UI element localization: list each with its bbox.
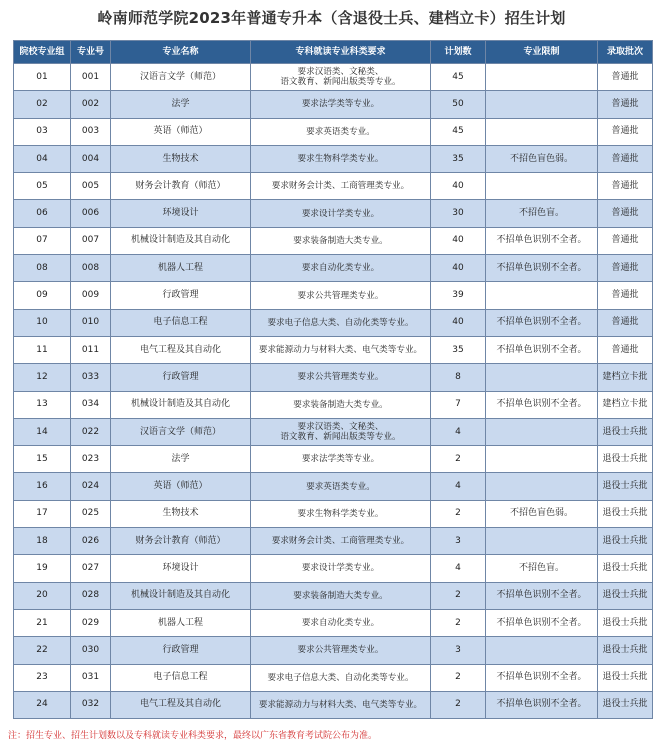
cell-code: 007 xyxy=(71,227,111,254)
table-row xyxy=(14,582,653,609)
cell-code: 004 xyxy=(71,145,111,172)
cell-plan-count: 45 xyxy=(431,64,486,91)
cell-group: 09 xyxy=(14,282,71,309)
cell-major-name: 电子信息工程 xyxy=(111,664,251,691)
cell-group: 20 xyxy=(14,582,71,609)
cell-requirement: 要求英语类专业。 xyxy=(251,473,431,500)
table-row xyxy=(14,609,653,636)
cell-code: 003 xyxy=(71,118,111,145)
cell-plan-count: 2 xyxy=(431,691,486,718)
cell-group: 10 xyxy=(14,309,71,336)
table-row xyxy=(14,473,653,500)
cell-restriction xyxy=(486,64,598,91)
cell-batch: 退役士兵批 xyxy=(598,609,653,636)
cell-plan-count: 8 xyxy=(431,364,486,391)
cell-code: 033 xyxy=(71,364,111,391)
cell-batch: 退役士兵批 xyxy=(598,446,653,473)
cell-requirement: 要求法学类等专业。 xyxy=(251,91,431,118)
cell-batch: 普通批 xyxy=(598,309,653,336)
cell-plan-count: 45 xyxy=(431,118,486,145)
cell-group: 07 xyxy=(14,227,71,254)
cell-restriction xyxy=(486,118,598,145)
table-row xyxy=(14,309,653,336)
cell-code: 010 xyxy=(71,309,111,336)
cell-restriction: 不招色盲色弱。 xyxy=(486,500,598,527)
cell-requirement: 要求公共管理类专业。 xyxy=(251,637,431,664)
cell-requirement: 要求装备制造大类专业。 xyxy=(251,227,431,254)
cell-requirement: 要求装备制造大类专业。 xyxy=(251,391,431,418)
cell-code: 009 xyxy=(71,282,111,309)
cell-major-name: 机械设计制造及其自动化 xyxy=(111,227,251,254)
cell-group: 12 xyxy=(14,364,71,391)
table-row xyxy=(14,64,653,91)
cell-batch: 退役士兵批 xyxy=(598,664,653,691)
cell-major-name: 生物技术 xyxy=(111,500,251,527)
cell-plan-count: 4 xyxy=(431,473,486,500)
cell-plan-count: 3 xyxy=(431,528,486,555)
cell-restriction xyxy=(486,446,598,473)
cell-restriction: 不招色盲。 xyxy=(486,200,598,227)
cell-major-name: 行政管理 xyxy=(111,282,251,309)
cell-group: 23 xyxy=(14,664,71,691)
cell-group: 17 xyxy=(14,500,71,527)
cell-group: 22 xyxy=(14,637,71,664)
cell-restriction xyxy=(486,364,598,391)
page-title: 岭南师范学院2023年普通专升本（含退役士兵、建档立卡）招生计划 xyxy=(97,9,566,27)
cell-group: 19 xyxy=(14,555,71,582)
cell-group: 21 xyxy=(14,609,71,636)
cell-group: 01 xyxy=(14,64,71,91)
cell-batch: 普通批 xyxy=(598,173,653,200)
cell-requirement: 要求自动化类专业。 xyxy=(251,255,431,282)
cell-major-name: 电子信息工程 xyxy=(111,309,251,336)
column-header-major: 专业名称 xyxy=(111,41,251,64)
table-row xyxy=(14,500,653,527)
cell-group: 04 xyxy=(14,145,71,172)
cell-plan-count: 2 xyxy=(431,664,486,691)
cell-requirement: 要求汉语类、文秘类、 语文教育、新闻出版类等专业。 xyxy=(251,64,431,91)
cell-requirement: 要求设计学类专业。 xyxy=(251,555,431,582)
table-row xyxy=(14,664,653,691)
cell-requirement: 要求生物科学类专业。 xyxy=(251,500,431,527)
cell-group: 13 xyxy=(14,391,71,418)
cell-requirement: 要求能源动力与材料大类、电气类等专业。 xyxy=(251,336,431,363)
cell-restriction xyxy=(486,473,598,500)
enrollment-plan-table xyxy=(13,40,653,719)
table-row xyxy=(14,555,653,582)
cell-restriction xyxy=(486,637,598,664)
cell-batch: 普通批 xyxy=(598,336,653,363)
cell-restriction xyxy=(486,528,598,555)
cell-requirement: 要求能源动力与材料大类、电气类等专业。 xyxy=(251,691,431,718)
cell-plan-count: 40 xyxy=(431,227,486,254)
cell-requirement: 要求电子信息大类、自动化类等专业。 xyxy=(251,309,431,336)
cell-plan-count: 4 xyxy=(431,555,486,582)
footnote: 注：招生专业、招生计划数以及专科就读专业科类要求，最终以广东省教育考试院公布为准。 xyxy=(8,731,378,741)
cell-group: 16 xyxy=(14,473,71,500)
cell-restriction: 不招单色识别不全者。 xyxy=(486,309,598,336)
cell-code: 024 xyxy=(71,473,111,500)
table-row xyxy=(14,446,653,473)
cell-batch: 普通批 xyxy=(598,145,653,172)
table-row xyxy=(14,255,653,282)
table-row xyxy=(14,528,653,555)
cell-restriction xyxy=(486,91,598,118)
cell-group: 02 xyxy=(14,91,71,118)
cell-major-name: 机器人工程 xyxy=(111,255,251,282)
cell-group: 15 xyxy=(14,446,71,473)
cell-batch: 普通批 xyxy=(598,255,653,282)
cell-batch: 退役士兵批 xyxy=(598,473,653,500)
table-row xyxy=(14,145,653,172)
cell-batch: 退役士兵批 xyxy=(598,555,653,582)
cell-major-name: 法学 xyxy=(111,446,251,473)
cell-plan-count: 2 xyxy=(431,500,486,527)
cell-code: 026 xyxy=(71,528,111,555)
cell-plan-count: 35 xyxy=(431,145,486,172)
cell-requirement: 要求公共管理类专业。 xyxy=(251,282,431,309)
cell-code: 029 xyxy=(71,609,111,636)
cell-requirement: 要求电子信息大类、自动化类等专业。 xyxy=(251,664,431,691)
column-header-batch: 录取批次 xyxy=(598,41,653,64)
cell-batch: 普通批 xyxy=(598,200,653,227)
table-header-row xyxy=(14,41,653,64)
cell-restriction: 不招单色识别不全者。 xyxy=(486,391,598,418)
table-row xyxy=(14,91,653,118)
cell-requirement: 要求公共管理类专业。 xyxy=(251,364,431,391)
cell-restriction xyxy=(486,282,598,309)
cell-code: 025 xyxy=(71,500,111,527)
cell-restriction: 不招单色识别不全者。 xyxy=(486,582,598,609)
cell-plan-count: 4 xyxy=(431,418,486,445)
cell-batch: 退役士兵批 xyxy=(598,637,653,664)
table-row xyxy=(14,637,653,664)
cell-group: 18 xyxy=(14,528,71,555)
cell-code: 006 xyxy=(71,200,111,227)
column-header-restriction: 专业限制 xyxy=(486,41,598,64)
cell-major-name: 汉语言文学（师范） xyxy=(111,64,251,91)
cell-major-name: 电气工程及其自动化 xyxy=(111,691,251,718)
cell-requirement: 要求装备制造大类专业。 xyxy=(251,582,431,609)
cell-plan-count: 40 xyxy=(431,309,486,336)
cell-code: 023 xyxy=(71,446,111,473)
cell-requirement: 要求法学类等专业。 xyxy=(251,446,431,473)
cell-major-name: 财务会计教育（师范） xyxy=(111,528,251,555)
column-header-code: 专业号 xyxy=(71,41,111,64)
table-body xyxy=(14,64,653,719)
cell-major-name: 英语（师范） xyxy=(111,118,251,145)
cell-restriction: 不招色盲色弱。 xyxy=(486,145,598,172)
cell-restriction: 不招单色识别不全者。 xyxy=(486,336,598,363)
cell-code: 011 xyxy=(71,336,111,363)
cell-restriction: 不招单色识别不全者。 xyxy=(486,609,598,636)
table-row xyxy=(14,418,653,445)
table-row xyxy=(14,173,653,200)
cell-major-name: 法学 xyxy=(111,91,251,118)
cell-code: 031 xyxy=(71,664,111,691)
cell-requirement: 要求生物科学类专业。 xyxy=(251,145,431,172)
cell-restriction xyxy=(486,418,598,445)
cell-major-name: 财务会计教育（师范） xyxy=(111,173,251,200)
cell-plan-count: 50 xyxy=(431,91,486,118)
table-row xyxy=(14,118,653,145)
cell-batch: 退役士兵批 xyxy=(598,500,653,527)
cell-plan-count: 39 xyxy=(431,282,486,309)
cell-batch: 退役士兵批 xyxy=(598,528,653,555)
cell-group: 03 xyxy=(14,118,71,145)
cell-requirement: 要求英语类专业。 xyxy=(251,118,431,145)
cell-major-name: 机器人工程 xyxy=(111,609,251,636)
cell-group: 06 xyxy=(14,200,71,227)
cell-batch: 建档立卡批 xyxy=(598,364,653,391)
column-header-plan: 计划数 xyxy=(431,41,486,64)
cell-plan-count: 30 xyxy=(431,200,486,227)
cell-code: 034 xyxy=(71,391,111,418)
cell-plan-count: 40 xyxy=(431,255,486,282)
cell-group: 11 xyxy=(14,336,71,363)
cell-code: 030 xyxy=(71,637,111,664)
cell-plan-count: 2 xyxy=(431,582,486,609)
column-header-requirement: 专科就读专业科类要求 xyxy=(251,41,431,64)
cell-group: 08 xyxy=(14,255,71,282)
cell-major-name: 电气工程及其自动化 xyxy=(111,336,251,363)
cell-code: 022 xyxy=(71,418,111,445)
table-row xyxy=(14,364,653,391)
cell-batch: 普通批 xyxy=(598,64,653,91)
cell-batch: 普通批 xyxy=(598,282,653,309)
cell-batch: 退役士兵批 xyxy=(598,582,653,609)
table-row xyxy=(14,282,653,309)
cell-code: 001 xyxy=(71,64,111,91)
table-row xyxy=(14,227,653,254)
cell-batch: 退役士兵批 xyxy=(598,691,653,718)
cell-restriction: 不招单色识别不全者。 xyxy=(486,227,598,254)
cell-major-name: 汉语言文学（师范） xyxy=(111,418,251,445)
table-row xyxy=(14,391,653,418)
table-row xyxy=(14,336,653,363)
cell-major-name: 行政管理 xyxy=(111,364,251,391)
cell-code: 002 xyxy=(71,91,111,118)
cell-requirement: 要求设计学类专业。 xyxy=(251,200,431,227)
cell-batch: 普通批 xyxy=(598,227,653,254)
cell-restriction: 不招单色识别不全者。 xyxy=(486,691,598,718)
cell-requirement: 要求财务会计类、工商管理类专业。 xyxy=(251,173,431,200)
cell-requirement: 要求财务会计类、工商管理类专业。 xyxy=(251,528,431,555)
cell-major-name: 环境设计 xyxy=(111,555,251,582)
cell-plan-count: 2 xyxy=(431,609,486,636)
cell-plan-count: 3 xyxy=(431,637,486,664)
cell-restriction: 不招单色识别不全者。 xyxy=(486,255,598,282)
cell-group: 05 xyxy=(14,173,71,200)
cell-restriction: 不招单色识别不全者。 xyxy=(486,664,598,691)
table-row xyxy=(14,200,653,227)
cell-batch: 普通批 xyxy=(598,118,653,145)
cell-plan-count: 40 xyxy=(431,173,486,200)
column-header-group: 院校专业组 xyxy=(14,41,71,64)
cell-code: 008 xyxy=(71,255,111,282)
cell-restriction: 不招色盲。 xyxy=(486,555,598,582)
cell-requirement: 要求汉语类、文秘类、 语文教育、新闻出版类等专业。 xyxy=(251,418,431,445)
cell-major-name: 机械设计制造及其自动化 xyxy=(111,391,251,418)
cell-major-name: 环境设计 xyxy=(111,200,251,227)
cell-plan-count: 35 xyxy=(431,336,486,363)
table-row xyxy=(14,691,653,718)
cell-plan-count: 7 xyxy=(431,391,486,418)
cell-code: 028 xyxy=(71,582,111,609)
cell-major-name: 行政管理 xyxy=(111,637,251,664)
cell-restriction xyxy=(486,173,598,200)
cell-code: 005 xyxy=(71,173,111,200)
cell-code: 032 xyxy=(71,691,111,718)
cell-group: 14 xyxy=(14,418,71,445)
cell-requirement: 要求自动化类专业。 xyxy=(251,609,431,636)
cell-code: 027 xyxy=(71,555,111,582)
cell-major-name: 英语（师范） xyxy=(111,473,251,500)
cell-batch: 退役士兵批 xyxy=(598,418,653,445)
cell-batch: 普通批 xyxy=(598,91,653,118)
cell-plan-count: 2 xyxy=(431,446,486,473)
cell-group: 24 xyxy=(14,691,71,718)
cell-major-name: 生物技术 xyxy=(111,145,251,172)
cell-major-name: 机械设计制造及其自动化 xyxy=(111,582,251,609)
cell-batch: 建档立卡批 xyxy=(598,391,653,418)
